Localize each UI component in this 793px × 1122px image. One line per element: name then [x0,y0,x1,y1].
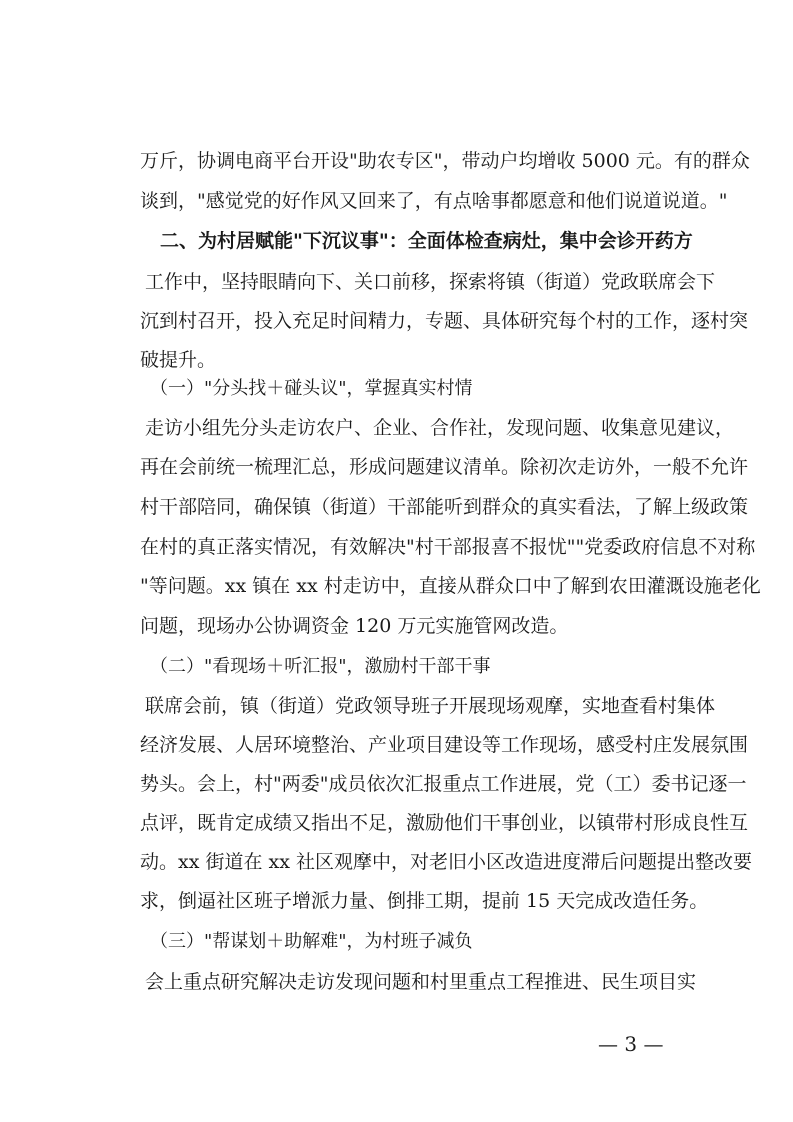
subsection-heading: （一）"分头找＋碰头议"，掌握真实村情 [150,378,473,399]
body-line: 问题，现场办公协调资金 120 万元实施管网改造。 [140,615,569,637]
body-line: 联席会前，镇（街道）党政领导班子开展现场观摩，实地查看村集体 [145,695,716,717]
subsection-heading: （二）"看现场＋听汇报"，激励村干部干事 [150,656,491,677]
body-line: "等问题。xx 镇在 xx 村走访中，直接从群众口中了解到农田灌溉设施老化 [140,575,761,597]
body-line: 沉到村召开，投入充足时间精力，专题、具体研究每个村的工作，逐村突 [140,310,749,332]
body-line: 经济发展、人居环境整治、产业项目建设等工作现场，感受村庄发展氛围 [140,734,749,756]
body-line: 工作中，坚持眼睛向下、关口前移，探索将镇（街道）党政联席会下 [145,271,716,293]
body-line: 村干部陪同，确保镇（街道）干部能听到群众的真实看法，了解上级政策 [140,496,749,518]
body-line: 点评，既肯定成绩又指出不足，激励他们干事创业，以镇带村形成良性互 [140,812,749,834]
body-line: 再在会前统一梳理汇总，形成问题建议清单。除初次走访外，一般不允许 [140,456,749,478]
page-number: — 3 — [598,1032,664,1056]
body-line: 势头。会上，村"两委"成员依次汇报重点工作进展，党（工）委书记逐一 [140,773,747,795]
body-line: 会上重点研究解决走访发现问题和村里重点工程推进、民生项目实 [145,971,697,993]
body-line: 谈到，"感觉党的好作风又回来了，有点啥事都愿意和他们说道说道。" [140,190,728,212]
body-line: 动。xx 街道在 xx 社区观摩中，对老旧小区改造进度滞后问题提出整改要 [140,851,752,873]
body-line: 万斤，协调电商平台开设"助农专区"，带动户均增收 5000 元。有的群众 [140,150,750,172]
body-line: 破提升。 [140,349,217,371]
body-line: 求，倒逼社区班子增派力量、倒排工期，提前 15 天完成改造任务。 [140,890,709,912]
body-line: 在村的真正落实情况，有效解决"村干部报喜不报忧""党委政府信息不对称 [140,536,756,558]
subsection-heading: （三）"帮谋划＋助解难"，为村班子减负 [150,931,473,952]
body-line: 走访小组先分头走访农户、企业、合作社，发现问题、收集意见建议， [145,417,735,439]
section-heading: 二、为村居赋能"下沉议事"：全面体检查病灶，集中会诊开药方 [160,230,693,252]
